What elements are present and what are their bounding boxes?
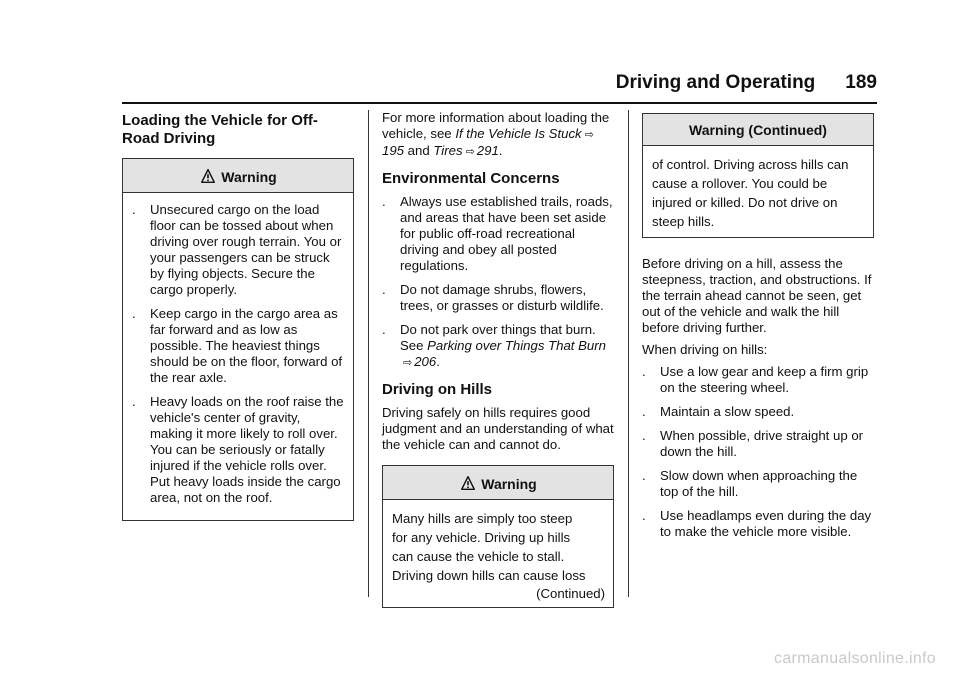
- warning-line: injured or killed. Do not drive on: [652, 195, 838, 210]
- section-heading-hills: Driving on Hills: [382, 381, 493, 398]
- column-divider: [368, 110, 369, 597]
- warning-line: of control. Driving across hills can: [652, 157, 849, 172]
- warning-bullets: [132, 202, 345, 506]
- page-ref-arrow-icon: ⇨: [403, 357, 413, 369]
- bullet-icon: .: [642, 404, 646, 419]
- list-item: . Use headlamps even during the day to make the vehicle more visible.: [642, 508, 872, 539]
- warning-line: can cause the vehicle to stall.: [392, 549, 565, 564]
- list-item: . Unsecured cargo on the load floor can be tossed about when driving over rough terrain. You or your passengers can be struck by flying objects. Secure the cargo properly.: [132, 202, 342, 297]
- list-item: . Slow down when approaching the top of the hill.: [642, 468, 858, 499]
- column-2: [382, 110, 614, 616]
- link-vehicle-stuck[interactable]: If the Vehicle Is Stuck: [455, 126, 582, 141]
- page-ref-arrow-icon: ⇨: [584, 129, 594, 141]
- warning-icon: [199, 167, 217, 185]
- warning-header: [383, 466, 613, 500]
- bullet-icon: .: [382, 194, 386, 209]
- bullet-icon: .: [382, 322, 386, 337]
- bullet-icon: .: [132, 394, 136, 409]
- when-driving-para: When driving on hills:: [642, 342, 768, 357]
- list-item: . Always use established trails, roads, and areas that have been set aside for public off-road recreational driving and obey all posted regulations.: [382, 194, 613, 273]
- hills-bullets: [642, 364, 874, 540]
- warning-line: Many hills are simply too steep: [392, 511, 573, 526]
- warning-title: Warning: [481, 476, 537, 492]
- environmental-bullets: [382, 194, 614, 371]
- warning-box-hills: [382, 465, 614, 608]
- page-ref[interactable]: 195: [382, 143, 405, 158]
- list-item: . Use a low gear and keep a firm grip on the steering wheel.: [642, 364, 869, 395]
- warning-box-cargo: [122, 158, 354, 521]
- watermark: carmanualsonline.info: [774, 650, 936, 667]
- list-item: . When possible, drive straight up or down the hill.: [642, 428, 864, 459]
- column-1: [122, 110, 354, 529]
- list-item: . Maintain a slow speed.: [642, 404, 795, 419]
- list-item: . Heavy loads on the roof raise the vehicle's center of gravity, making it more likely to roll over. You can be seriously or fatally injured if the vehicle rolls over. Put heavy loads inside the cargo area, not on the roof.: [132, 394, 344, 505]
- continued-label: (Continued): [536, 586, 605, 601]
- warning-line: steep hills.: [652, 214, 715, 229]
- warning-body: [643, 146, 873, 237]
- header-rule: [122, 102, 877, 104]
- warning-body: [123, 193, 353, 520]
- list-item: . Do not damage shrubs, flowers, trees, or grasses or disturb wildlife.: [382, 282, 604, 313]
- warning-box-continued: [642, 113, 874, 238]
- hills-intro-para: Driving safely on hills requires good judgment and an understanding of what the vehicle can and cannot do.: [382, 405, 614, 452]
- warning-body: [383, 500, 613, 607]
- list-item: . Keep cargo in the cargo area as far forward and as low as possible. The heaviest things should be on the floor, forward of the rear axle.: [132, 306, 343, 385]
- bullet-icon: .: [132, 202, 136, 217]
- loading-reference-para: For more information about loading the vehicle, see If the Vehicle Is Stuck ⇨195 and Tires ⇨ 291.: [382, 110, 610, 158]
- warning-icon: [459, 474, 477, 492]
- page-ref[interactable]: 291: [476, 143, 499, 158]
- section-heading-environmental: Environmental Concerns: [382, 170, 560, 187]
- bullet-icon: .: [642, 428, 646, 443]
- bullet-icon: .: [642, 508, 646, 523]
- bullet-icon: .: [382, 282, 386, 297]
- assess-hill-para: Before driving on a hill, assess the steepness, traction, and obstructions. If the terrain ahead cannot be seen, get out of the vehicle and walk the hill before driving further.: [642, 256, 872, 335]
- warning-header: Warning (Continued): [643, 114, 873, 146]
- bullet-icon: .: [132, 306, 136, 321]
- column-divider: [628, 110, 629, 597]
- link-tires[interactable]: Tires: [433, 143, 463, 158]
- section-title: Driving and Operating: [615, 72, 816, 93]
- warning-line: cause a rollover. You could be: [652, 176, 828, 191]
- section-heading-loading: Loading the Vehicle for Off-Road Driving: [122, 112, 318, 147]
- page-ref-arrow-icon: ⇨: [465, 146, 475, 158]
- page-ref[interactable]: 206: [414, 354, 437, 369]
- warning-title: Warning: [221, 169, 277, 185]
- list-item: . Do not park over things that burn. See Parking over Things That Burn⇨ 206.: [382, 322, 606, 369]
- warning-header: [123, 159, 353, 193]
- bullet-icon: .: [642, 364, 646, 379]
- column-3: [642, 110, 874, 548]
- warning-line: for any vehicle. Driving up hills: [392, 530, 571, 545]
- link-parking-over-things[interactable]: Parking over Things That Burn: [427, 338, 606, 353]
- bullet-icon: .: [642, 468, 646, 483]
- warning-line: Driving down hills can cause loss: [392, 568, 586, 583]
- page-header: [0, 72, 877, 94]
- page-number: 189: [845, 72, 877, 93]
